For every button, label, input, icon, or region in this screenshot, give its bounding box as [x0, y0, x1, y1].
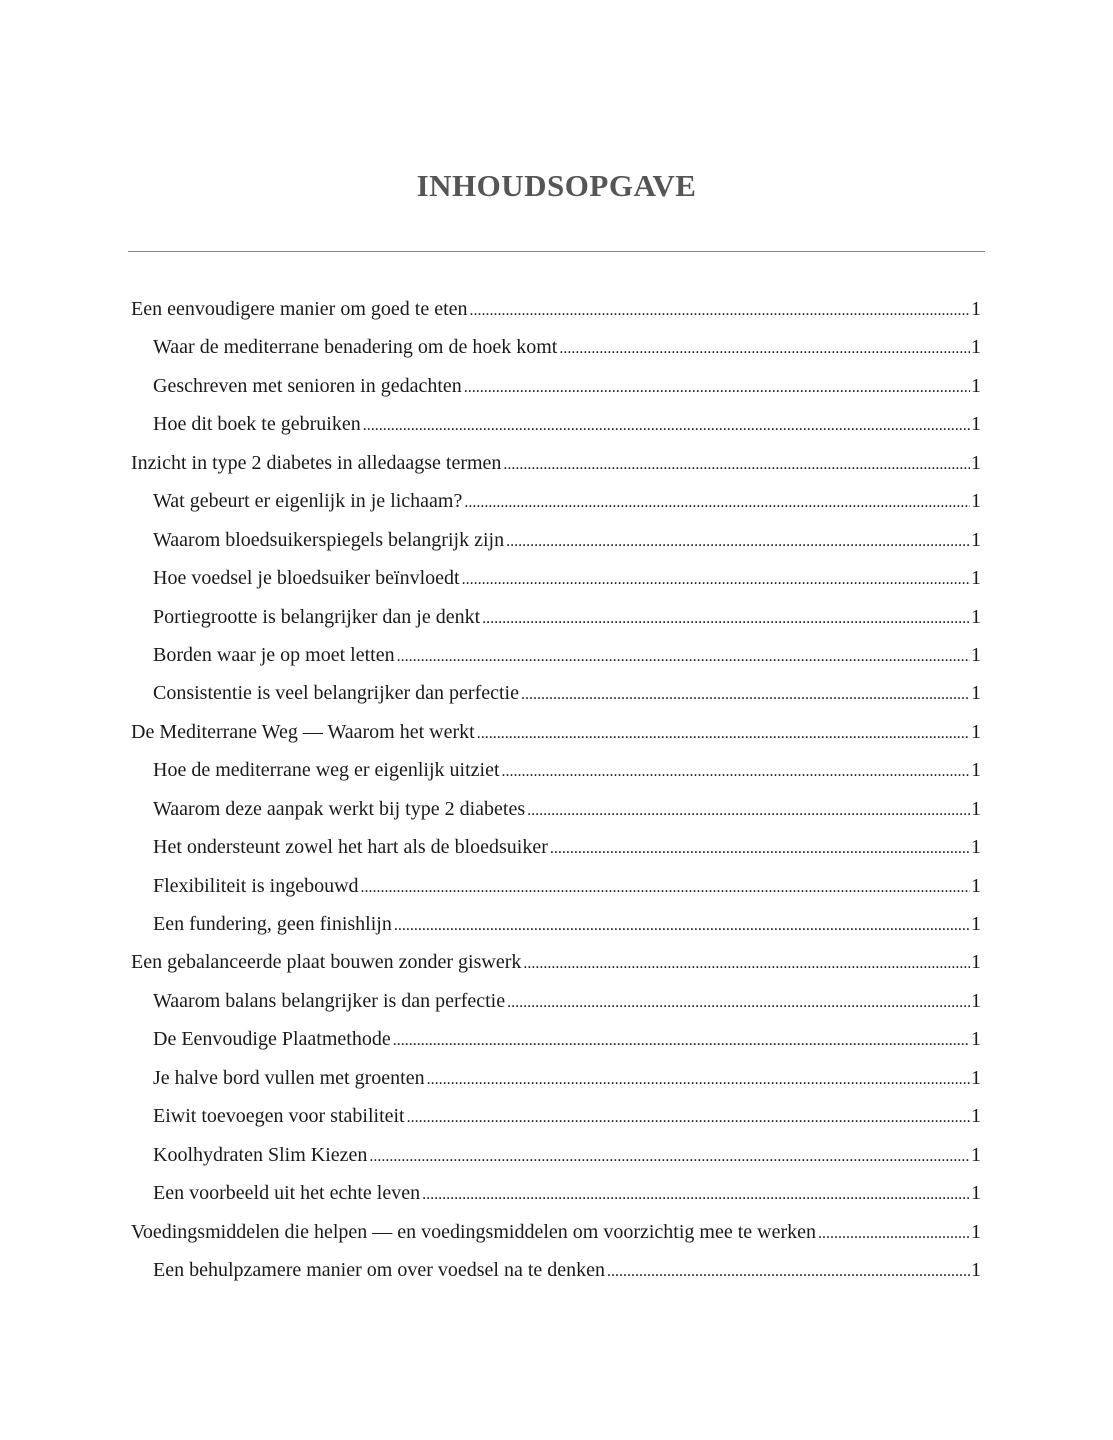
toc-dot-leader [464, 369, 970, 407]
toc-dot-leader [393, 1022, 970, 1060]
toc-dot-leader [502, 753, 970, 791]
toc-section-entry[interactable] [131, 751, 981, 789]
toc-dot-leader [818, 1215, 970, 1253]
toc-section-entry[interactable] [131, 790, 981, 828]
toc-page-number: 1 [971, 874, 981, 897]
toc-page-number: 1 [971, 413, 981, 436]
toc-dot-leader [422, 1176, 970, 1214]
toc-dot-leader [527, 792, 970, 830]
toc-section-entry[interactable] [131, 1059, 981, 1097]
toc-entry-title: Voedingsmiddelen die helpen — en voedingsmiddelen om voorzichtig mee te werken [131, 1220, 817, 1243]
toc-chapter-entry[interactable] [131, 444, 981, 482]
toc-entry-title: Je halve bord vullen met groenten [153, 1066, 425, 1089]
toc-entry-title: Een fundering, geen finishlijn [153, 913, 392, 935]
toc-entry-title: Hoe voedsel je bloedsuiker beïnvloedt [153, 567, 460, 590]
toc-entry-title: Portiegrootte is belangrijker dan je denkt [153, 605, 481, 628]
toc-chapter-entry[interactable] [131, 713, 981, 751]
toc-entry-title: Hoe dit boek te gebruiken [153, 413, 361, 436]
toc-chapter-entry[interactable] [131, 943, 981, 981]
toc-section-entry[interactable] [131, 1097, 981, 1135]
toc-entry-title: De Mediterrane Weg — Waarom het werkt [131, 720, 475, 743]
toc-entry-title: Waarom bloedsuikerspiegels belangrijk zijn [153, 528, 505, 551]
title-divider [128, 251, 985, 252]
toc-page-number: 1 [971, 951, 981, 974]
toc-entry-title: Eiwit toevoegen voor stabiliteit [153, 1105, 405, 1128]
toc-entry-title: Een behulpzamere manier om over voedsel na te denken [153, 1258, 606, 1281]
toc-dot-leader [361, 869, 970, 907]
toc-page-number: 1 [971, 989, 981, 1012]
toc-page-number: 1 [971, 528, 981, 551]
toc-page-number: 1 [971, 490, 981, 513]
toc-entry-title: Wat gebeurt er eigenlijk in je lichaam? [153, 490, 463, 513]
toc-entry-title: Een gebalanceerde plaat bouwen zonder giswerk [131, 951, 522, 974]
toc-dot-leader [470, 292, 970, 330]
toc-dot-leader [521, 676, 970, 714]
toc-section-entry[interactable] [131, 982, 981, 1020]
toc-dot-leader [394, 907, 970, 945]
toc-section-entry[interactable] [131, 674, 981, 712]
toc-section-entry[interactable] [131, 867, 981, 905]
toc-entry-title: Flexibiliteit is ingebouwd [153, 874, 359, 897]
toc-dot-leader [607, 1253, 970, 1291]
toc-section-entry[interactable] [131, 1174, 981, 1212]
toc-page-number: 1 [971, 374, 981, 397]
toc-page-number: 1 [971, 1182, 981, 1205]
toc-page-number: 1 [971, 1220, 981, 1243]
toc-dot-leader [506, 523, 970, 561]
toc-page-number: 1 [971, 759, 981, 782]
toc-page-number: 1 [971, 451, 981, 474]
toc-section-entry[interactable] [131, 828, 981, 866]
toc-page-number: 1 [971, 720, 981, 743]
toc-entry-title: Waar de mediterrane benadering om de hoek komt [153, 336, 558, 359]
toc-page-number: 1 [971, 797, 981, 820]
toc-dot-leader [482, 600, 970, 638]
toc-dot-leader [427, 1061, 970, 1099]
toc-dot-leader [550, 830, 970, 868]
toc-page-number: 1 [971, 836, 981, 859]
toc-dot-leader [507, 984, 970, 1022]
toc-section-entry[interactable] [131, 521, 981, 559]
toc-page-number: 1 [971, 605, 981, 628]
toc-dot-leader [503, 446, 970, 484]
toc-entry-title: Inzicht in type 2 diabetes in alledaagse termen [131, 451, 502, 474]
toc-entry-title: Hoe de mediterrane weg er eigenlijk uitziet [153, 759, 500, 782]
toc-section-entry[interactable] [131, 636, 981, 674]
toc-section-entry[interactable] [131, 559, 981, 597]
toc-dot-leader [369, 1138, 970, 1176]
toc-section-entry[interactable] [131, 1251, 981, 1289]
toc-page-number: 1 [971, 913, 981, 935]
toc-chapter-entry[interactable] [131, 290, 981, 328]
toc-page-number: 1 [971, 567, 981, 590]
toc-section-entry[interactable] [131, 1136, 981, 1174]
toc-section-entry[interactable] [131, 367, 981, 405]
toc-entry-title: Waarom balans belangrijker is dan perfectie [153, 989, 506, 1012]
toc-section-entry[interactable] [131, 482, 981, 520]
toc-page-number: 1 [971, 682, 981, 705]
toc-dot-leader [363, 407, 970, 445]
toc-page-number: 1 [971, 1028, 981, 1051]
toc-dot-leader [559, 330, 970, 368]
toc-section-entry[interactable] [131, 905, 981, 943]
page-title: INHOUDSOPGAVE [416, 168, 697, 203]
toc-page-number: 1 [971, 1105, 981, 1128]
toc-section-entry[interactable] [131, 405, 981, 443]
toc-dot-leader [523, 945, 970, 983]
toc-dot-leader [462, 561, 970, 599]
toc-entry-title: Borden waar je op moet letten [153, 643, 395, 666]
toc-dot-leader [407, 1099, 970, 1137]
toc-entry-title: Consistentie is veel belangrijker dan perfectie [153, 682, 519, 705]
table-of-contents [131, 290, 981, 1289]
toc-dot-leader [477, 715, 970, 753]
toc-page-number: 1 [971, 643, 981, 666]
toc-dot-leader [464, 484, 970, 522]
toc-dot-leader [397, 638, 970, 676]
toc-page-number: 1 [971, 1258, 981, 1281]
toc-entry-title: Een voorbeeld uit het echte leven [153, 1182, 421, 1205]
toc-chapter-entry[interactable] [131, 1213, 981, 1251]
toc-entry-title: Een eenvoudigere manier om goed te eten [131, 298, 468, 320]
toc-page-number: 1 [971, 1066, 981, 1089]
toc-page-number: 1 [971, 1143, 981, 1166]
toc-entry-title: Het ondersteunt zowel het hart als de bloedsuiker [153, 836, 548, 859]
toc-entry-title: Waarom deze aanpak werkt bij type 2 diabetes [153, 797, 526, 820]
toc-entry-title: Koolhydraten Slim Kiezen [153, 1143, 368, 1166]
toc-entry-title: De Eenvoudige Plaatmethode [153, 1028, 391, 1051]
toc-section-entry[interactable] [131, 1020, 981, 1058]
toc-section-entry[interactable] [131, 328, 981, 366]
toc-section-entry[interactable] [131, 598, 981, 636]
toc-entry-title: Geschreven met senioren in gedachten [153, 374, 462, 397]
toc-page-number: 1 [971, 336, 981, 359]
toc-page-number: 1 [971, 298, 981, 320]
